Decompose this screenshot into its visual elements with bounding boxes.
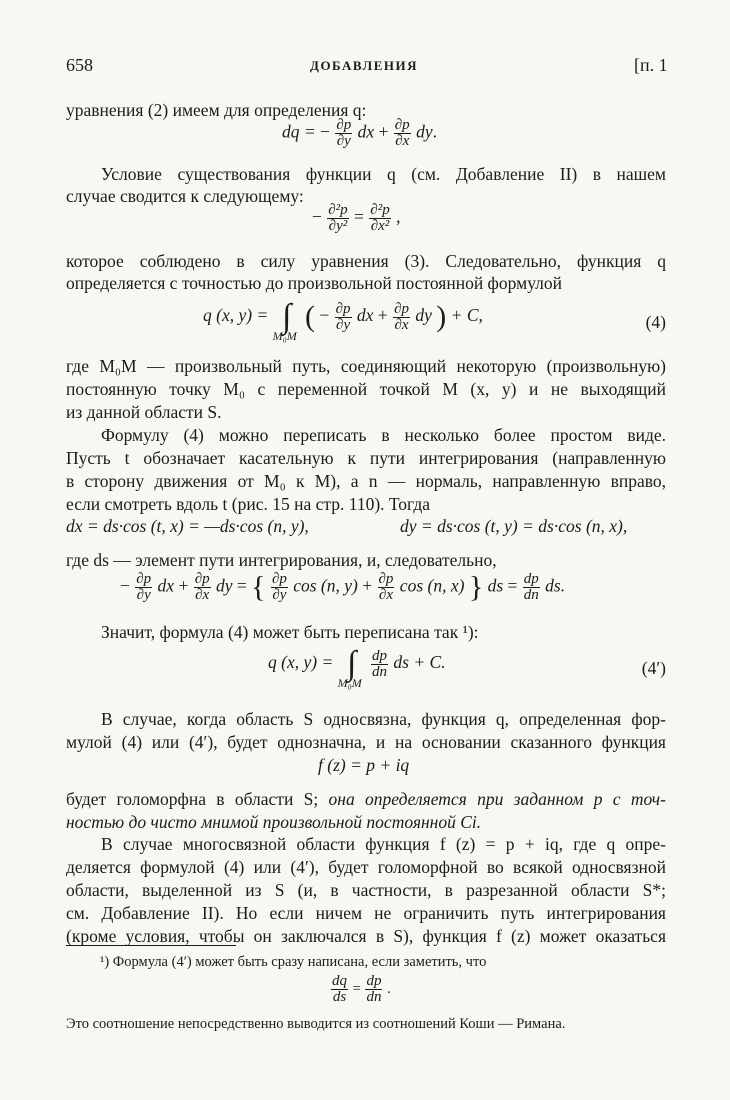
fraction: $\frac{dq}{ds}$ xyxy=(332,973,347,1005)
text-line: Значит, формула (4) может быть переписана так ¹): xyxy=(101,622,479,642)
text-line: см. Добавление II). Но если ничем не ограничить путь интегрирования xyxy=(66,903,666,923)
footnote-divider xyxy=(66,945,236,946)
section-ref: [п. 1 xyxy=(634,55,668,75)
text-line: Формулу (4) можно переписать в несколько более простом виде. xyxy=(101,425,666,445)
text-line: Условие существования функции q (см. Добавление II) в нашем xyxy=(101,164,666,184)
fraction: $\frac{\partial p}{\partial y}$ xyxy=(335,300,351,333)
fraction: $\frac{\partial p}{\partial y}$ xyxy=(336,117,352,149)
fraction: $\frac{dp}{dn}$ xyxy=(366,973,382,1005)
text-line: деляется формулой (4) или (4′), будет голоморфной во всякой односвязной xyxy=(66,857,666,877)
text-line: в сторону движения от M₀ к M), а n — нормаль, направленную вправо, xyxy=(66,471,666,491)
footnote-equation: $\frac{dq}{ds}$ = $\frac{dp}{dn}$ . xyxy=(332,973,391,1005)
text-line: (кроме условия, чтобы он заключался в S), функция f (z) может оказаться xyxy=(66,926,666,946)
equation-dq: dq = − $\frac{\partial p}{\partial y}$ dx + $\frac{\partial p}{\partial x}$ dy. xyxy=(282,117,437,149)
fraction: $\frac{\partial p}{\partial y}$ xyxy=(136,571,152,603)
fraction: $\frac{\partial p}{\partial x}$ xyxy=(394,300,409,333)
text-line: постоянную точку M₀ с переменной точкой M (x, y) и не выходящий xyxy=(66,379,666,399)
equation-dx: dx = ds·cos (t, x) = —ds·cos (n, y), xyxy=(66,516,309,536)
text-line: будет голоморфна в области S; она определяется при заданном p с точ- xyxy=(66,789,666,809)
text-line: случае сводится к следующему: xyxy=(66,186,304,206)
text-line: где ds — элемент пути интегрирования, и, следовательно, xyxy=(66,550,497,570)
text-line: Пусть t обозначает касательную к пути интегрирования (направленную xyxy=(66,448,666,468)
text-line: из данной области S. xyxy=(66,402,222,422)
integral: ∫ M₀M xyxy=(272,298,297,343)
fraction: $\frac{\text{∂²p}}{\text{∂x²}}$ xyxy=(370,202,390,234)
text-line: области, выделенной из S (и, в частности, в разрезанной области S*; xyxy=(66,880,666,900)
text-line: которое соблюдено в силу уравнения (3). Следовательно, функция q xyxy=(66,251,666,271)
fraction: $\frac{\partial p}{\partial x}$ xyxy=(378,571,394,603)
text-line: если смотреть вдоль t (рис. 15 на стр. 110). Тогда xyxy=(66,494,431,514)
fraction: $\frac{\partial p}{\partial x}$ xyxy=(394,117,410,149)
fraction: $\frac{\partial p}{\partial y}$ xyxy=(271,571,287,603)
equation-laplace: − $\frac{\text{∂²p}}{\text{∂y²}}$ = $\frac{\text{∂²p}}{\text{∂x²}}$ , xyxy=(312,202,401,234)
equation-4: q (x, y) = ∫ M₀M ( − $\frac{\partial p}{\partial y}$ dx + $\frac{\partial p}{\partial x}$ dy ) + C, xyxy=(203,298,483,343)
fraction: $\frac{dp}{dn}$ xyxy=(372,647,387,680)
footnote-text: ¹) Формула (4′) может быть сразу написана, если заметить, что xyxy=(100,954,487,970)
equation-number: (4) xyxy=(645,312,666,332)
equation-f: f (z) = p + iq xyxy=(318,755,410,775)
text-line: уравнения (2) имеем для определения q: xyxy=(66,100,367,120)
fraction: $\frac{\text{∂²p}}{\text{∂y²}}$ xyxy=(328,202,348,234)
text-line: определяется с точностью до произвольной постоянной формулой xyxy=(66,273,563,293)
integral: ∫ M₀M xyxy=(337,645,362,690)
fraction: $\frac{dp}{dn}$ xyxy=(523,571,539,603)
equation-dy: dy = ds·cos (t, y) = ds·cos (n, x), xyxy=(400,516,628,536)
text-line: В случае многосвязной области функция f (z) = p + iq, где q опре- xyxy=(101,834,666,854)
footnote-text: Это соотношение непосредственно выводится из соотношений Коши — Римана. xyxy=(66,1016,566,1032)
equation-4-prime: q (x, y) = ∫ M₀M $\frac{dp}{dn}$ ds + C. xyxy=(268,645,446,690)
equation-derivative: − $\frac{\partial p}{\partial y}$ dx + $\frac{\partial p}{\partial x}$ dy = { $\frac{\partial p}{\partial y}$ cos (n, y) + $\frac{\partial p}{\partial x}$ cos (n, x) } ds = $\frac{dp}{dn}$ ds. xyxy=(120,570,566,604)
text-line: мулой (4) или (4′), будет однозначна, и на основании сказанного функция xyxy=(66,732,666,752)
text-line: ностью до чисто мнимой произвольной постоянной Ci. xyxy=(66,812,482,832)
running-title: ДОБАВЛЕНИЯ xyxy=(310,58,419,73)
page-number: 658 xyxy=(66,55,93,75)
text-line: В случае, когда область S односвязна, функция q, определенная фор- xyxy=(101,709,666,729)
fraction: $\frac{\partial p}{\partial x}$ xyxy=(194,571,210,603)
equation-number: (4′) xyxy=(641,658,666,678)
text-line: где M₀M — произвольный путь, соединяющий некоторую (произвольную) xyxy=(66,356,666,376)
